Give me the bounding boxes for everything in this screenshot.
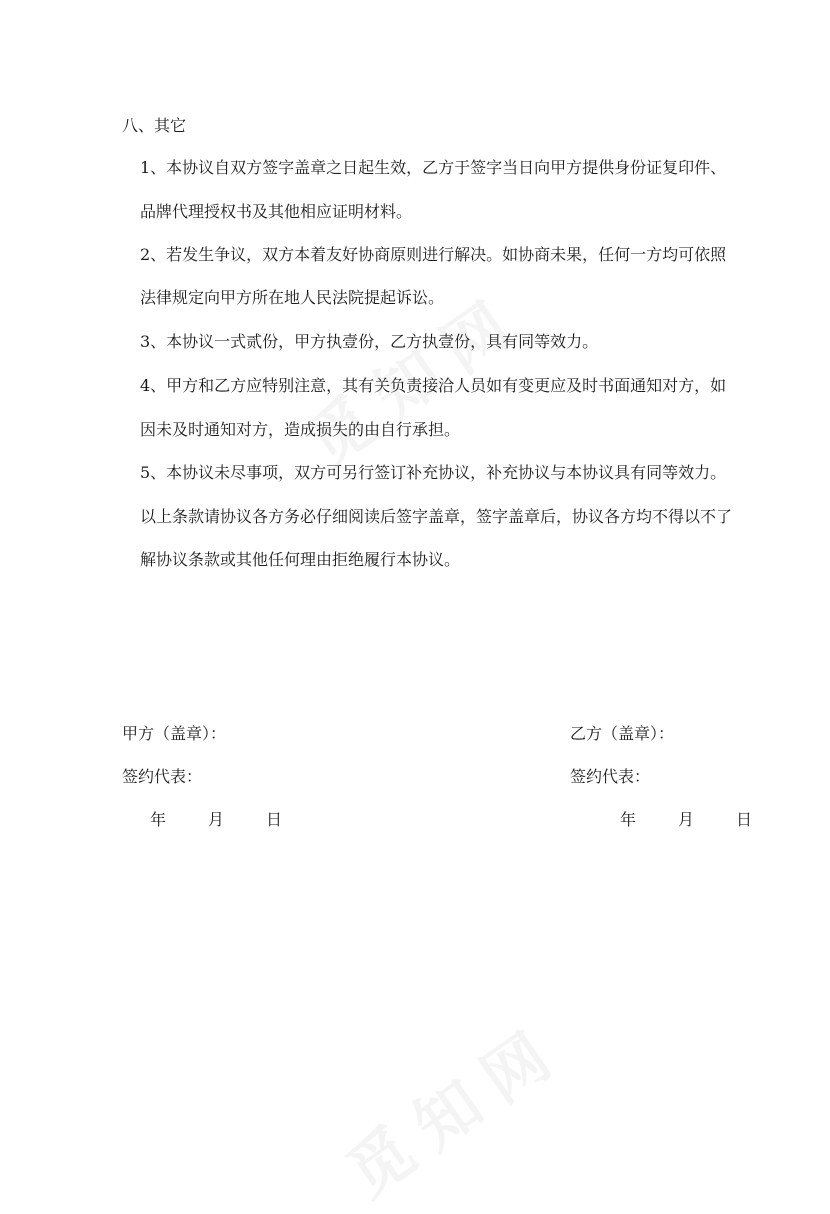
party-a-seal-label: 甲方（盖章）： xyxy=(122,724,227,743)
clause-5-line-1: 5、本协议未尽事项，双方可另行签订补充协议，补充协议与本协议具有同等效力。 xyxy=(140,463,727,482)
watermark xyxy=(326,998,580,1214)
clause-2-line-1: 2、若发生争议，双方本着友好协商原则进行解决。如协商未果，任何一方均可依照 xyxy=(140,245,727,264)
party-b-date-line xyxy=(620,810,752,830)
party-b-year-label: 年 xyxy=(620,810,637,829)
party-b-month-label: 月 xyxy=(678,810,695,829)
notice-line-2: 解协议条款或其他任何理由拒绝履行本协议。 xyxy=(140,550,461,569)
party-a-year-label: 年 xyxy=(150,810,167,829)
clause-2-line-2: 法律规定向甲方所在地人民法院提起诉讼。 xyxy=(140,288,445,307)
clause-1-line-2: 品牌代理授权书及其他相应证明材料。 xyxy=(140,202,413,221)
party-b-seal-label: 乙方（盖章）： xyxy=(570,724,675,743)
clause-4-line-2: 因未及时通知对方，造成损失的由自行承担。 xyxy=(140,420,461,439)
clause-1-line-1: 1、本协议自双方签字盖章之日起生效，乙方于签字当日向甲方提供身份证复印件、 xyxy=(140,158,727,177)
section-heading: 八、其它 xyxy=(122,116,187,135)
clause-3-line-1: 3、本协议一式贰份，甲方执壹份，乙方执壹份，具有同等效力。 xyxy=(140,332,599,351)
party-b-rep-label: 签约代表： xyxy=(570,767,651,786)
party-b-day-label: 日 xyxy=(736,810,753,829)
party-a-rep-label: 签约代表： xyxy=(122,767,203,786)
party-a-month-label: 月 xyxy=(208,810,225,829)
party-a-day-label: 日 xyxy=(266,810,283,829)
party-a-date-line xyxy=(150,810,282,830)
clause-4-line-1: 4、甲方和乙方应特别注意，其有关负责接洽人员如有变更应及时书面通知对方，如 xyxy=(140,376,727,395)
notice-line-1: 以上条款请协议各方务必仔细阅读后签字盖章，签字盖章后，协议各方均不得以不了 xyxy=(140,507,733,526)
